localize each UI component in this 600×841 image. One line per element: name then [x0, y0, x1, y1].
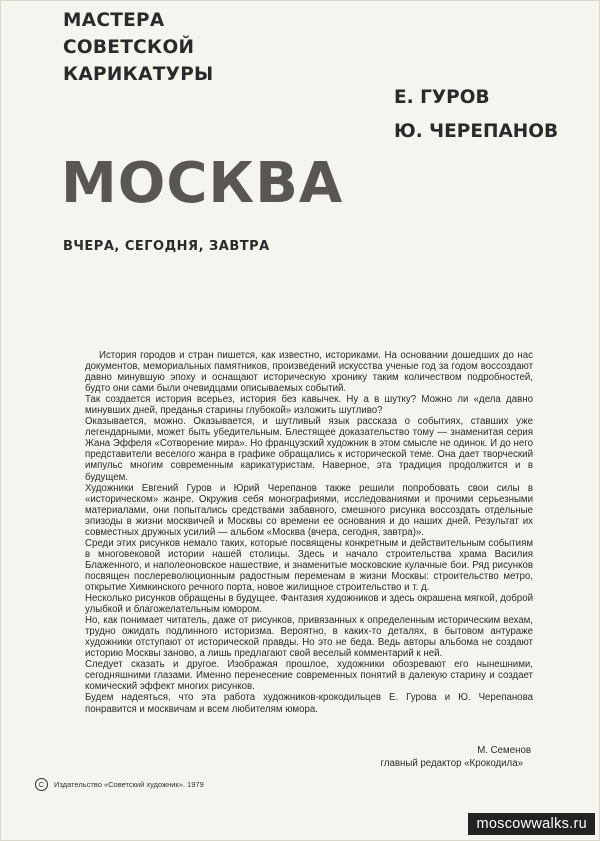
foreword-paragraph: Но, как понимает читатель, даже от рисунков, привязанных к определенным историческим вехам, трудно ожидать подлинного историзма. Вероятно, в каких-то деталях, в бытовом антураже художники отступают от исторической правды. Но это не беда. Ведь авторы альбома не создают историю Москвы заново, а лишь предлагают свой веселый комментарий к ней. — [85, 615, 533, 660]
album-title: МОСКВА — [61, 151, 344, 216]
site-watermark: moscowwalks.ru — [468, 813, 595, 835]
signature-position: главный редактор «Крокодила» — [380, 758, 523, 769]
foreword-paragraph: Будем надеяться, что эта работа художников-крокодильцев Е. Гурова и Ю. Черепанова понравится и москвичам и всем любителям юмора. — [85, 692, 533, 715]
series-title — [63, 7, 214, 88]
author-name: Е. ГУРОВ — [394, 87, 490, 108]
series-line: КАРИКАТУРЫ — [63, 64, 214, 85]
series-line: МАСТЕРА — [63, 10, 165, 31]
foreword-paragraph: Следует сказать и другое. Изображая прошлое, художники обозревают его нынешними, сегодняшними глазами. Именно перенесение современных понятий в далекую старину и создает комический эффект многих рисунков. — [85, 659, 533, 693]
foreword-paragraph: Так создается история всерьез, история без кавычек. Ну а в шутку? Можно ли «дела давно минувших дней, преданья старины глубокой» изложить шутливо? — [85, 394, 533, 417]
foreword-paragraph: Оказывается, можно. Оказывается, и шутливый язык рассказа о событиях, ставших уже легендарными, может быть убедительным. Блестящее доказательство тому — знаменитая серия Жана Эффеля «Сотворение мира». Но французский художник в этом смысле не одинок. И до него представители веселого жанра в графике обращались к исторической теме. Она дает творческий импульс многим современным карикатуристам. Наверное, эта традиция продолжится и в будущем. — [85, 416, 533, 483]
author-name: Ю. ЧЕРЕПАНОВ — [394, 121, 559, 142]
publisher-imprint — [35, 778, 204, 791]
authors — [394, 81, 558, 149]
publisher-text: Издательство «Советский художник». 1979 — [54, 779, 204, 789]
foreword-paragraph: История городов и стран пишется, как известно, историками. На основании дошедших до нас документов, мемориальных памятников, произведений искусства ученые год за годом воссоздают давно минувшую эпоху и оснащают историческую хронику таким количеством подробностей, будто они сами были очевидцами описываемых событий. — [85, 350, 533, 395]
foreword-paragraph: Среди этих рисунков немало таких, которые посвящены конкретным и действительным событиям в многовековой истории нашей столицы. Здесь и начало строительства храма Василия Блаженного, и наполеоновское нашествие, и знаменитые московские кулачные бои. Ряд рисунков посвящен послереволюционным радостным переменам в жизни Москвы: строительство метро, открытие Химкинского речного порта, новое жилищное строительство и т. д. — [85, 537, 533, 593]
foreword-paragraph: Художники Евгений Гуров и Юрий Черепанов также решили попробовать свои силы в «историческом» жанре. Окружив себя монографиями, исследованиями и прочими серьезными материалами, они попытались средствами забавного, смешного рисунка воссоздать отдельные эпизоды в жизни москвичей и Москвы со времени ее основания и до наших дней. Результат их совместных дружных усилий — альбом «Москва (вчера, сегодня, завтра)». — [85, 482, 533, 538]
signature — [381, 744, 532, 770]
foreword-text — [85, 350, 533, 715]
album-subtitle: ВЧЕРА, СЕГОДНЯ, ЗАВТРА — [63, 239, 270, 254]
foreword-paragraph: Несколько рисунков обращены в будущее. Фантазия художников и здесь окрашена мягкой, доброй улыбкой и благожелательным юмором. — [85, 593, 533, 616]
copyright-icon: C — [35, 778, 48, 791]
series-line: СОВЕТСКОЙ — [63, 37, 195, 58]
signature-name: М. Семенов — [477, 745, 531, 756]
